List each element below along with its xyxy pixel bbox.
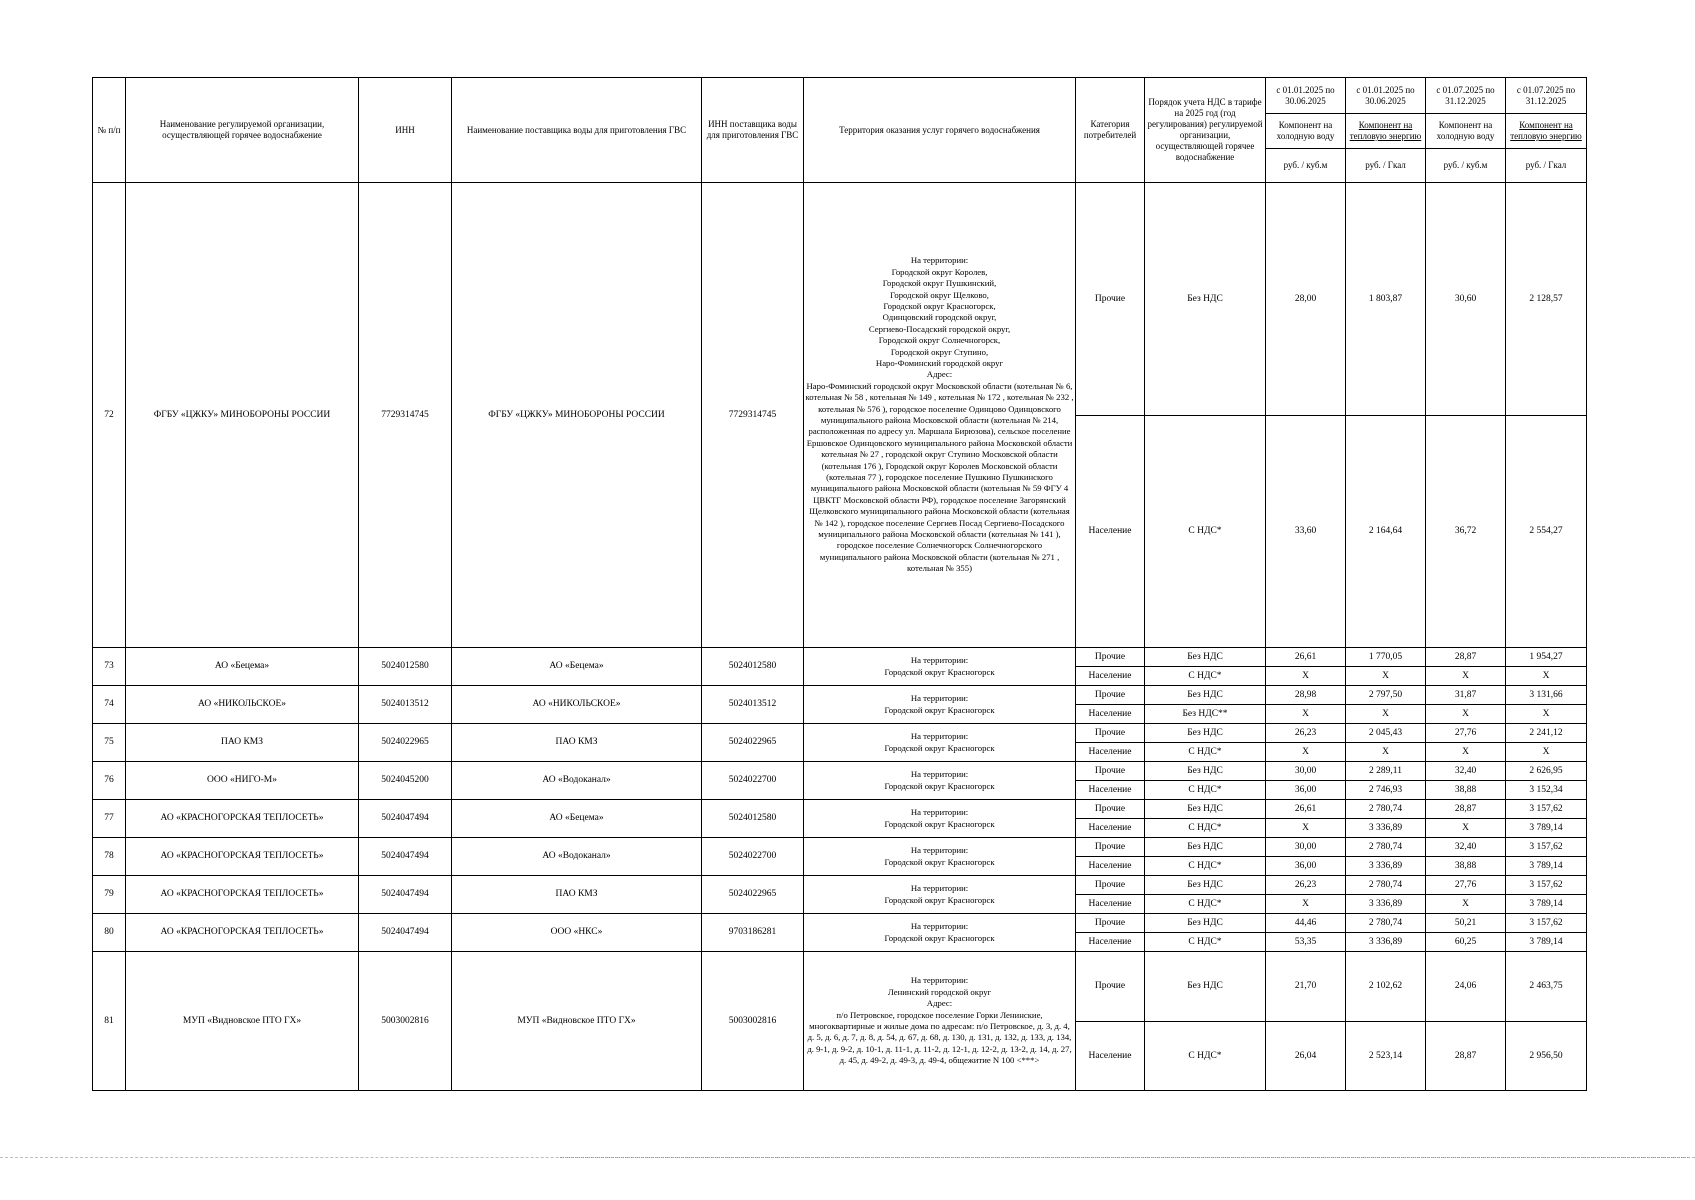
org-name: АО «КРАСНОГОРСКАЯ ТЕПЛОСЕТЬ» (126, 914, 359, 952)
supplier-inn: 5024022700 (702, 762, 804, 800)
supplier-name: МУП «Видновское ПТО ГХ» (452, 952, 702, 1091)
tariff-value: 36,00 (1266, 857, 1346, 876)
tariff-value: 36,00 (1266, 781, 1346, 800)
consumer-category: Прочие (1076, 800, 1145, 819)
org-name: ПАО КМЗ (126, 724, 359, 762)
tariff-value: 2 626,95 (1506, 762, 1587, 781)
header-period: с 01.01.2025 по 30.06.2025 (1266, 78, 1346, 114)
tariff-value: Х (1346, 705, 1426, 724)
tariff-value: 3 131,66 (1506, 686, 1587, 705)
territory: На территории: Городской округ Красногорск (804, 686, 1076, 724)
tariff-value: 26,04 (1266, 1022, 1346, 1091)
tariff-value: 3 157,62 (1506, 876, 1587, 895)
org-name: АО «КРАСНОГОРСКАЯ ТЕПЛОСЕТЬ» (126, 876, 359, 914)
tariff-value: 27,76 (1426, 876, 1506, 895)
tariff-value: Х (1266, 819, 1346, 838)
vat-order: Без НДС (1145, 762, 1266, 781)
table-header (93, 78, 1587, 183)
tariff-value: 26,23 (1266, 724, 1346, 743)
consumer-category: Прочие (1076, 762, 1145, 781)
tariff-value: 30,00 (1266, 838, 1346, 857)
table-row (93, 952, 1587, 1022)
tariff-value: 27,76 (1426, 724, 1506, 743)
supplier-name: АО «НИКОЛЬСКОЕ» (452, 686, 702, 724)
vat-order: Без НДС (1145, 686, 1266, 705)
tariff-value: Х (1506, 743, 1587, 762)
tariff-value: 1 770,05 (1346, 648, 1426, 667)
tariff-value: 2 554,27 (1506, 416, 1587, 648)
row-number: 74 (93, 686, 126, 724)
tariff-value: 28,87 (1426, 800, 1506, 819)
vat-order: С НДС* (1145, 857, 1266, 876)
territory: На территории: Городской округ Красногорск (804, 876, 1076, 914)
tariff-value: 2 523,14 (1346, 1022, 1426, 1091)
header-territory: Территория оказания услуг горячего водоснабжения (804, 78, 1076, 183)
tariff-value: 26,61 (1266, 648, 1346, 667)
tariff-table-sheet (92, 77, 1587, 1091)
row-number: 77 (93, 800, 126, 838)
supplier-name: АО «Бецема» (452, 800, 702, 838)
header-component: Компонент на тепловую энергию (1346, 114, 1426, 149)
tariff-value: 3 152,34 (1506, 781, 1587, 800)
tariff-value: 3 157,62 (1506, 800, 1587, 819)
org-inn: 5024047494 (359, 838, 452, 876)
vat-order: Без НДС (1145, 724, 1266, 743)
org-name: МУП «Видновское ПТО ГХ» (126, 952, 359, 1091)
table-row (93, 686, 1587, 705)
tariff-value: 2 780,74 (1346, 876, 1426, 895)
tariff-table (92, 77, 1587, 1091)
tariff-value: 32,40 (1426, 762, 1506, 781)
header-unit: руб. / Гкал (1346, 149, 1426, 183)
row-number: 75 (93, 724, 126, 762)
consumer-category: Население (1076, 705, 1145, 724)
consumer-category: Население (1076, 895, 1145, 914)
vat-order: Без НДС (1145, 914, 1266, 933)
consumer-category: Прочие (1076, 838, 1145, 857)
tariff-value: 2 780,74 (1346, 914, 1426, 933)
row-number: 79 (93, 876, 126, 914)
table-row (93, 800, 1587, 819)
table-row (93, 838, 1587, 857)
row-number: 80 (93, 914, 126, 952)
org-inn: 5024012580 (359, 648, 452, 686)
table-row (93, 183, 1587, 416)
header-period: с 01.07.2025 по 31.12.2025 (1426, 78, 1506, 114)
supplier-name: ПАО КМЗ (452, 876, 702, 914)
tariff-value: 31,87 (1426, 686, 1506, 705)
tariff-value: 38,88 (1426, 781, 1506, 800)
territory: На территории: Ленинский городской округ Адрес: п/о Петровское, городское поселение Горки Ленинские, многоквартирные и жилые дома по адресам: п/о Петровское, д. 3, д. 4, д. 5, д. 6, д. 7, д. 8, д. 54, д. 67, д. 68, д. 130, д. 131, д. 132, д. 133, д. 134, д. 9-1, д. 9-2, д. 10-1, д. 11-1, д. 11-2, д. 12-1, д. 12-2, д. 13-2, д. 14, д. 27, д. 45, д. 49-2, д. 49-3, д. 49-4, общежитие N 100 <***> (804, 952, 1076, 1091)
header-vat-order: Порядок учета НДС в тарифе на 2025 год (год регулирования) регулируемой организации, осуществляющей горячее водоснабжение (1145, 78, 1266, 183)
tariff-value: 28,87 (1426, 1022, 1506, 1091)
tariff-value: Х (1426, 667, 1506, 686)
table-row (93, 724, 1587, 743)
vat-order: Без НДС** (1145, 705, 1266, 724)
tariff-value: 2 128,57 (1506, 183, 1587, 416)
supplier-inn: 5003002816 (702, 952, 804, 1091)
tariff-value: 30,60 (1426, 183, 1506, 416)
header-inn: ИНН (359, 78, 452, 183)
consumer-category: Население (1076, 933, 1145, 952)
tariff-value: 2 797,50 (1346, 686, 1426, 705)
consumer-category: Прочие (1076, 686, 1145, 705)
header-num: № п/п (93, 78, 126, 183)
tariff-value: 28,00 (1266, 183, 1346, 416)
header-supplier-name: Наименование поставщика воды для приготовления ГВС (452, 78, 702, 183)
table-body (93, 183, 1587, 1091)
tariff-value: 2 780,74 (1346, 800, 1426, 819)
consumer-category: Население (1076, 857, 1145, 876)
tariff-value: 30,00 (1266, 762, 1346, 781)
header-supplier-inn: ИНН поставщика воды для приготовления ГВС (702, 78, 804, 183)
supplier-inn: 5024012580 (702, 800, 804, 838)
tariff-value: 2 045,43 (1346, 724, 1426, 743)
row-number: 72 (93, 183, 126, 648)
tariff-value: 44,46 (1266, 914, 1346, 933)
tariff-value: 3 336,89 (1346, 933, 1426, 952)
supplier-inn: 5024013512 (702, 686, 804, 724)
territory: На территории: Городской округ Королев, Городской округ Пушкинский, Городской округ Щелково, Городской округ Красногорск, Одинцовский городской округ, Сергиево-Посадский городской округ, Городской округ Солнечногорск, Городской округ Ступино, Наро-Фоминский городской округ Адрес: Наро-Фоминский городской округ Московской области (котельная № 6, котельная № 58 , котельная № 149 , котельная № 172 , котельная № 232 , котельная № 576 ), городское поселение Одинцово Одинцовского муниципального района Московской области (котельная № 214, расположенная по адресу ул. Маршала Бирюзова), сельское поселение Ершовское Одинцовского муниципального района Московской области котельная № 27 , городской округ Ступино Московской области (котельная 176 ), Городской округ Королев Московской области (котельная 77 ), городское поселение Пушкино Пушкинского муниципального района Московской области (котельная № 59 ФГУ 4 ЦВКТГ Московской области РФ), городское поселение Загорянский Щелковского муниципального района Московской области (котельная № 142 ), городское поселение Сергиев Посад Сергиево-Посадского муниципального района Московской области (котельная № 141 ), городское поселение Солнечногорск Солнечногорского муниципального района Московской области (котельная № 271 , котельная № 355) (804, 183, 1076, 648)
consumer-category: Прочие (1076, 724, 1145, 743)
tariff-value: Х (1506, 667, 1587, 686)
tariff-value: 26,61 (1266, 800, 1346, 819)
tariff-value: 50,21 (1426, 914, 1506, 933)
header-period: с 01.01.2025 по 30.06.2025 (1346, 78, 1426, 114)
org-name: АО «КРАСНОГОРСКАЯ ТЕПЛОСЕТЬ» (126, 800, 359, 838)
supplier-inn: 5024022965 (702, 876, 804, 914)
tariff-value: 24,06 (1426, 952, 1506, 1022)
tariff-value: 3 157,62 (1506, 914, 1587, 933)
supplier-inn: 5024012580 (702, 648, 804, 686)
tariff-value: Х (1346, 667, 1426, 686)
row-number: 73 (93, 648, 126, 686)
territory: На территории: Городской округ Красногорск (804, 648, 1076, 686)
tariff-value: 2 463,75 (1506, 952, 1587, 1022)
header-org-name: Наименование регулируемой организации, осуществляющей горячее водоснабжение (126, 78, 359, 183)
tariff-value: 2 956,50 (1506, 1022, 1587, 1091)
tariff-value: Х (1426, 819, 1506, 838)
tariff-value: 2 746,93 (1346, 781, 1426, 800)
row-number: 78 (93, 838, 126, 876)
consumer-category: Население (1076, 781, 1145, 800)
supplier-name: АО «Водоканал» (452, 838, 702, 876)
vat-order: Без НДС (1145, 876, 1266, 895)
org-inn: 5024013512 (359, 686, 452, 724)
header-category: Категория потребителей (1076, 78, 1145, 183)
vat-order: Без НДС (1145, 183, 1266, 416)
supplier-inn: 7729314745 (702, 183, 804, 648)
org-inn: 5024045200 (359, 762, 452, 800)
tariff-value: Х (1266, 743, 1346, 762)
tariff-value: Х (1426, 743, 1506, 762)
supplier-name: АО «Бецема» (452, 648, 702, 686)
tariff-value: 3 789,14 (1506, 933, 1587, 952)
vat-order: Без НДС (1145, 648, 1266, 667)
org-name: АО «КРАСНОГОРСКАЯ ТЕПЛОСЕТЬ» (126, 838, 359, 876)
consumer-category: Население (1076, 743, 1145, 762)
tariff-value: 1 954,27 (1506, 648, 1587, 667)
table-row (93, 876, 1587, 895)
tariff-value: Х (1506, 705, 1587, 724)
row-number: 76 (93, 762, 126, 800)
row-number: 81 (93, 952, 126, 1091)
header-component: Компонент на тепловую энергию (1506, 114, 1587, 149)
vat-order: С НДС* (1145, 743, 1266, 762)
org-inn: 5024047494 (359, 876, 452, 914)
header-period: с 01.07.2025 по 31.12.2025 (1506, 78, 1587, 114)
vat-order: Без НДС (1145, 838, 1266, 857)
territory: На территории: Городской округ Красногорск (804, 762, 1076, 800)
tariff-value: 1 803,87 (1346, 183, 1426, 416)
supplier-name: ООО «НКС» (452, 914, 702, 952)
vat-order: Без НДС (1145, 800, 1266, 819)
org-name: АО «Бецема» (126, 648, 359, 686)
header-component: Компонент на холодную воду (1426, 114, 1506, 149)
tariff-value: 3 789,14 (1506, 819, 1587, 838)
consumer-category: Прочие (1076, 914, 1145, 933)
tariff-value: 3 336,89 (1346, 819, 1426, 838)
header-component: Компонент на холодную воду (1266, 114, 1346, 149)
tariff-value: 2 164,64 (1346, 416, 1426, 648)
territory: На территории: Городской округ Красногорск (804, 914, 1076, 952)
vat-order: С НДС* (1145, 895, 1266, 914)
tariff-value: 2 102,62 (1346, 952, 1426, 1022)
table-row (93, 648, 1587, 667)
org-name: ООО «НИГО-М» (126, 762, 359, 800)
territory: На территории: Городской округ Красногорск (804, 724, 1076, 762)
tariff-value: 2 289,11 (1346, 762, 1426, 781)
org-inn: 5003002816 (359, 952, 452, 1091)
tariff-value: 38,88 (1426, 857, 1506, 876)
vat-order: С НДС* (1145, 1022, 1266, 1091)
tariff-value: 36,72 (1426, 416, 1506, 648)
tariff-value: 3 789,14 (1506, 857, 1587, 876)
vat-order: С НДС* (1145, 416, 1266, 648)
consumer-category: Население (1076, 667, 1145, 686)
table-row (93, 914, 1587, 933)
org-name: ФГБУ «ЦЖКУ» МИНОБОРОНЫ РОССИИ (126, 183, 359, 648)
table-row (93, 762, 1587, 781)
tariff-value: 3 157,62 (1506, 838, 1587, 857)
tariff-value: 53,35 (1266, 933, 1346, 952)
tariff-value: Х (1426, 895, 1506, 914)
header-unit: руб. / куб.м (1426, 149, 1506, 183)
tariff-value: 28,98 (1266, 686, 1346, 705)
vat-order: С НДС* (1145, 819, 1266, 838)
org-inn: 7729314745 (359, 183, 452, 648)
tariff-value: Х (1266, 895, 1346, 914)
supplier-name: ФГБУ «ЦЖКУ» МИНОБОРОНЫ РОССИИ (452, 183, 702, 648)
consumer-category: Прочие (1076, 183, 1145, 416)
supplier-name: ПАО КМЗ (452, 724, 702, 762)
org-inn: 5024022965 (359, 724, 452, 762)
tariff-value: 32,40 (1426, 838, 1506, 857)
tariff-value: 2 241,12 (1506, 724, 1587, 743)
supplier-name: АО «Водоканал» (452, 762, 702, 800)
tariff-value: 60,25 (1426, 933, 1506, 952)
tariff-value: 3 789,14 (1506, 895, 1587, 914)
tariff-value: 33,60 (1266, 416, 1346, 648)
consumer-category: Население (1076, 416, 1145, 648)
tariff-value: 21,70 (1266, 952, 1346, 1022)
supplier-inn: 9703186281 (702, 914, 804, 952)
org-inn: 5024047494 (359, 800, 452, 838)
vat-order: Без НДС (1145, 952, 1266, 1022)
consumer-category: Прочие (1076, 952, 1145, 1022)
tariff-value: Х (1266, 705, 1346, 724)
header-unit: руб. / куб.м (1266, 149, 1346, 183)
tariff-value: Х (1266, 667, 1346, 686)
tariff-value: 3 336,89 (1346, 895, 1426, 914)
supplier-inn: 5024022965 (702, 724, 804, 762)
consumer-category: Население (1076, 1022, 1145, 1091)
territory: На территории: Городской округ Красногорск (804, 838, 1076, 876)
org-name: АО «НИКОЛЬСКОЕ» (126, 686, 359, 724)
vat-order: С НДС* (1145, 781, 1266, 800)
vat-order: С НДС* (1145, 667, 1266, 686)
tariff-value: 26,23 (1266, 876, 1346, 895)
tariff-value: 3 336,89 (1346, 857, 1426, 876)
consumer-category: Население (1076, 819, 1145, 838)
supplier-inn: 5024022700 (702, 838, 804, 876)
tariff-value: Х (1346, 743, 1426, 762)
tariff-value: 28,87 (1426, 648, 1506, 667)
consumer-category: Прочие (1076, 648, 1145, 667)
scan-artifact-line (560, 1157, 1690, 1160)
vat-order: С НДС* (1145, 933, 1266, 952)
header-unit: руб. / Гкал (1506, 149, 1587, 183)
tariff-value: 2 780,74 (1346, 838, 1426, 857)
territory: На территории: Городской округ Красногорск (804, 800, 1076, 838)
consumer-category: Прочие (1076, 876, 1145, 895)
org-inn: 5024047494 (359, 914, 452, 952)
tariff-value: Х (1426, 705, 1506, 724)
